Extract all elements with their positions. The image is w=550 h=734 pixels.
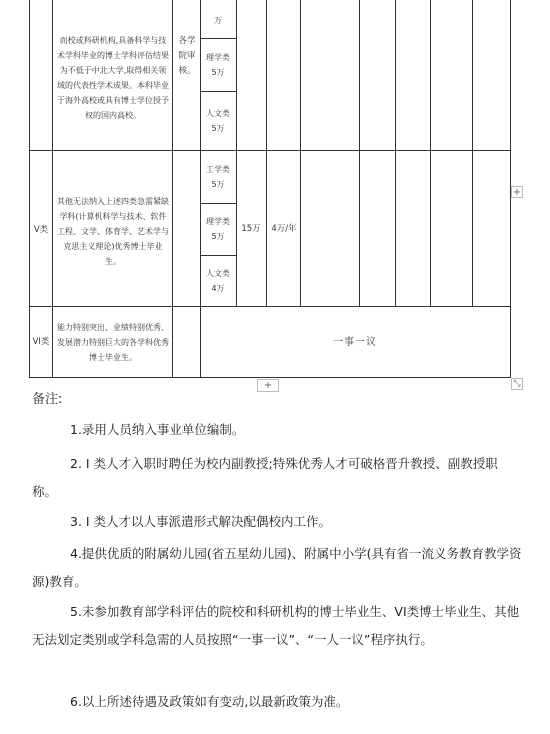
note-item: 6.以上所述待遇及政策如有变动,以最新政策为准。 [70, 694, 349, 709]
col-divider [395, 0, 396, 307]
col-divider [359, 0, 360, 307]
subrow-divider [200, 91, 236, 92]
row-divider [29, 306, 510, 307]
note-item: 3. I 类人才以人事派遣形式解决配偶校内工作。 [70, 514, 332, 529]
housing-subsidy-cell: 15万 [241, 223, 261, 234]
salary-cell: 4万/年 [271, 223, 297, 234]
subrow-divider [200, 255, 236, 256]
col-divider [472, 0, 473, 307]
amount-cell: 人文类4万 [206, 269, 230, 293]
note-item: 2. I 类人才入职时聘任为校内副教授;特殊优秀人才可破格晋升教授、副教授职称。 [32, 456, 498, 499]
col-divider [172, 0, 173, 378]
amount-cell: 理学类5万 [206, 53, 230, 77]
col-divider [200, 0, 201, 378]
amount-cell: 万 [214, 15, 222, 25]
table-bottom-border [29, 377, 510, 378]
category-description-cell: 其他无法纳入上述四类急需紧缺学科(计算机科学与技术、软件工程、文学、体育学、艺术学与克思主义理论)优秀博士毕业生。 [57, 196, 169, 266]
notes-title: 备注: [32, 392, 63, 407]
table-resize-handle[interactable]: ⤡ [511, 378, 523, 390]
col-divider [266, 0, 267, 307]
add-column-button[interactable]: + [512, 186, 522, 198]
col-divider [430, 0, 431, 307]
col-divider [236, 0, 237, 307]
amount-cell: 人文类5万 [206, 109, 230, 133]
note-item: 1.录用人员纳入事业单位编制。 [70, 422, 245, 437]
amount-cell: 工学类5万 [206, 165, 230, 189]
review-cell: 各学院审核。 [178, 35, 196, 76]
subrow-divider [200, 38, 236, 39]
note-item: 5.未参加教育部学科评估的院校和科研机构的博士毕业生、VI类博士毕业生、其他无法划定类别或学科急需的人员按照“一事一议”、“一人一议”程序执行。 [32, 604, 520, 647]
policy-cell: 一事一议 [333, 336, 377, 348]
category-description-cell: 而校或科研机构,具备科学与技术学科毕业的博士学科评估结果为不低于中北大学,取得相关领域的代表性学术成果。本科毕业于海外高校或具有博士学位授予权的国内高校。 [57, 36, 169, 120]
col-divider [52, 0, 53, 378]
amount-cell: 理学类5万 [206, 217, 230, 241]
subrow-divider [200, 203, 236, 204]
col-divider [29, 0, 30, 378]
category-description-cell: 能力特别突出、业绩特别优秀、发展潜力特别巨大的各学科优秀博士毕业生。 [57, 322, 169, 362]
col-divider [300, 0, 301, 307]
add-row-button[interactable]: + [257, 379, 279, 392]
type-cell-v: V类 [33, 224, 49, 235]
type-cell-vi: VI类 [32, 336, 50, 347]
note-item: 4.提供优质的附属幼儿园(省五星幼儿园)、附属中小学(具有省一流义务教育教学资源)教育。 [32, 546, 522, 589]
row-divider [29, 150, 510, 151]
